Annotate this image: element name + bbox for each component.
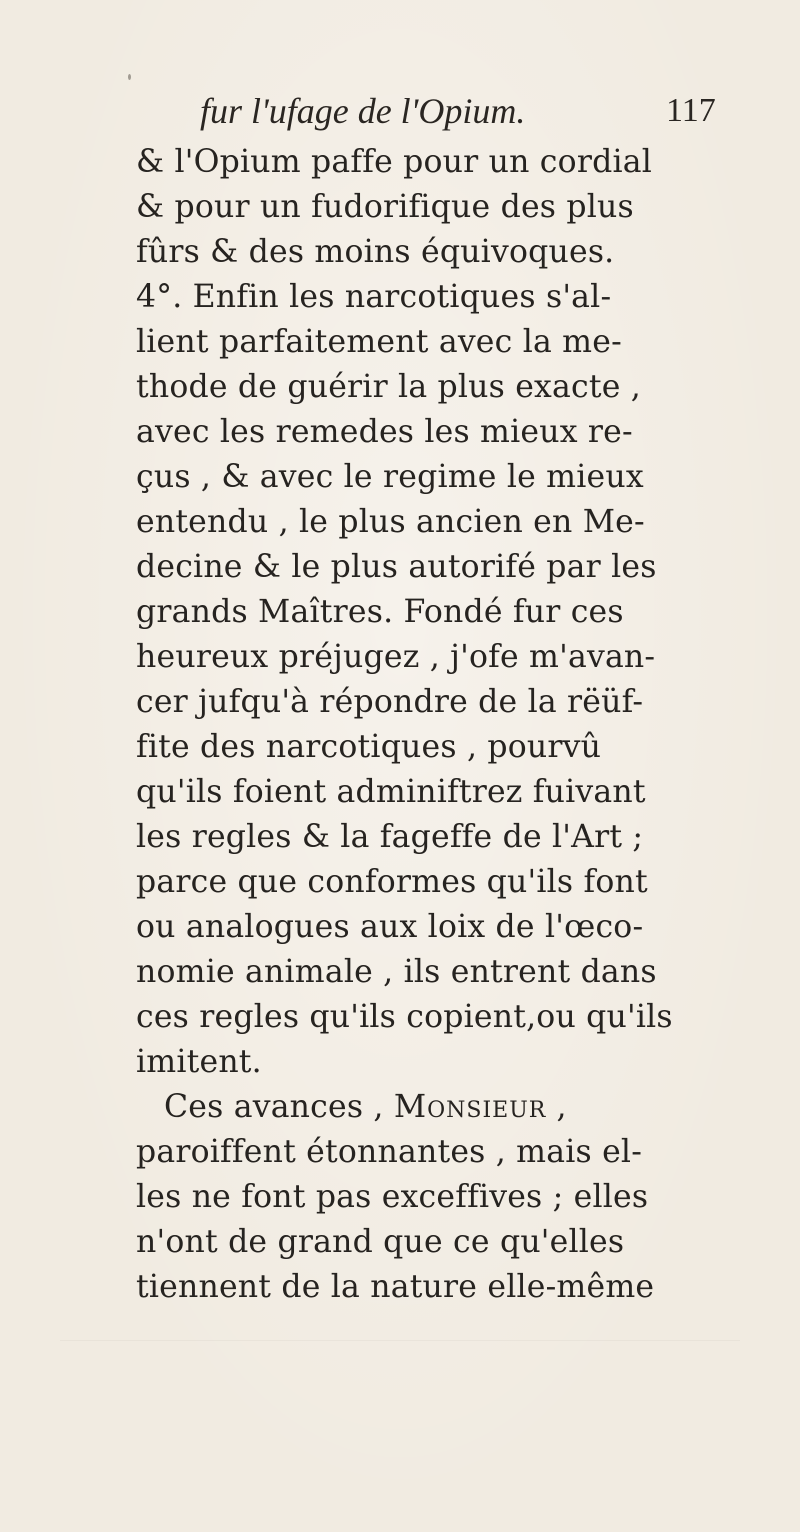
text-line: & pour un fudorifique des plus <box>136 189 634 225</box>
text-line: thode de guérir la plus exacte , <box>136 369 641 405</box>
text-line: decine & le plus autorifé par les <box>136 549 657 585</box>
text-line: heureux préjugez , j'ofe m'avan- <box>136 639 656 675</box>
page-number: 117 <box>666 92 716 129</box>
text-line: & l'Opium paffe pour un cordial <box>136 144 652 180</box>
text-line: imitent. <box>136 1044 262 1080</box>
text-line: qu'ils foient adminiftrez fuivant <box>136 774 646 810</box>
text-line: n'ont de grand que ce qu'elles <box>136 1224 625 1260</box>
paragraph-opening-line <box>164 1085 567 1130</box>
running-title: fur l'ufage de l'Opium. <box>200 91 526 131</box>
text-line: tiennent de la nature elle-même <box>136 1269 655 1305</box>
text-line: ou analogues aux loix de l'œco- <box>136 909 644 945</box>
text-line: avec les remedes les mieux re- <box>136 414 633 450</box>
text-line: fite des narcotiques , pourvû <box>136 729 602 765</box>
text-line: ces regles qu'ils copient,ou qu'ils <box>136 999 673 1035</box>
text-line: les ne font pas exceffives ; elles <box>136 1179 649 1215</box>
paper-shade <box>60 1340 740 1341</box>
address-monsieur: Monsieur <box>393 1089 547 1125</box>
text-line: çus , & avec le regime le mieux <box>136 459 644 495</box>
paragraph-start-end: , <box>556 1089 567 1125</box>
text-line: entendu , le plus ancien en Me- <box>136 504 645 540</box>
text-line: fûrs & des moins équivoques. <box>136 234 615 270</box>
ink-speck <box>128 74 131 80</box>
text-line: nomie animale , ils entrent dans <box>136 954 657 990</box>
text-line: parce que conformes qu'ils font <box>136 864 648 900</box>
text-line: lient parfaitement avec la me- <box>136 324 622 360</box>
text-line: grands Maîtres. Fondé fur ces <box>136 594 624 630</box>
page-header <box>0 88 800 134</box>
text-line: cer jufqu'à répondre de la rëüf- <box>136 684 644 720</box>
text-line: 4°. Enfin les narcotiques s'al- <box>136 279 612 315</box>
paragraph-start: Ces avances , <box>164 1089 384 1125</box>
text-line: les regles & la fageffe de l'Art ; <box>136 819 644 855</box>
text-line: paroiffent étonnantes , mais el- <box>136 1134 643 1170</box>
